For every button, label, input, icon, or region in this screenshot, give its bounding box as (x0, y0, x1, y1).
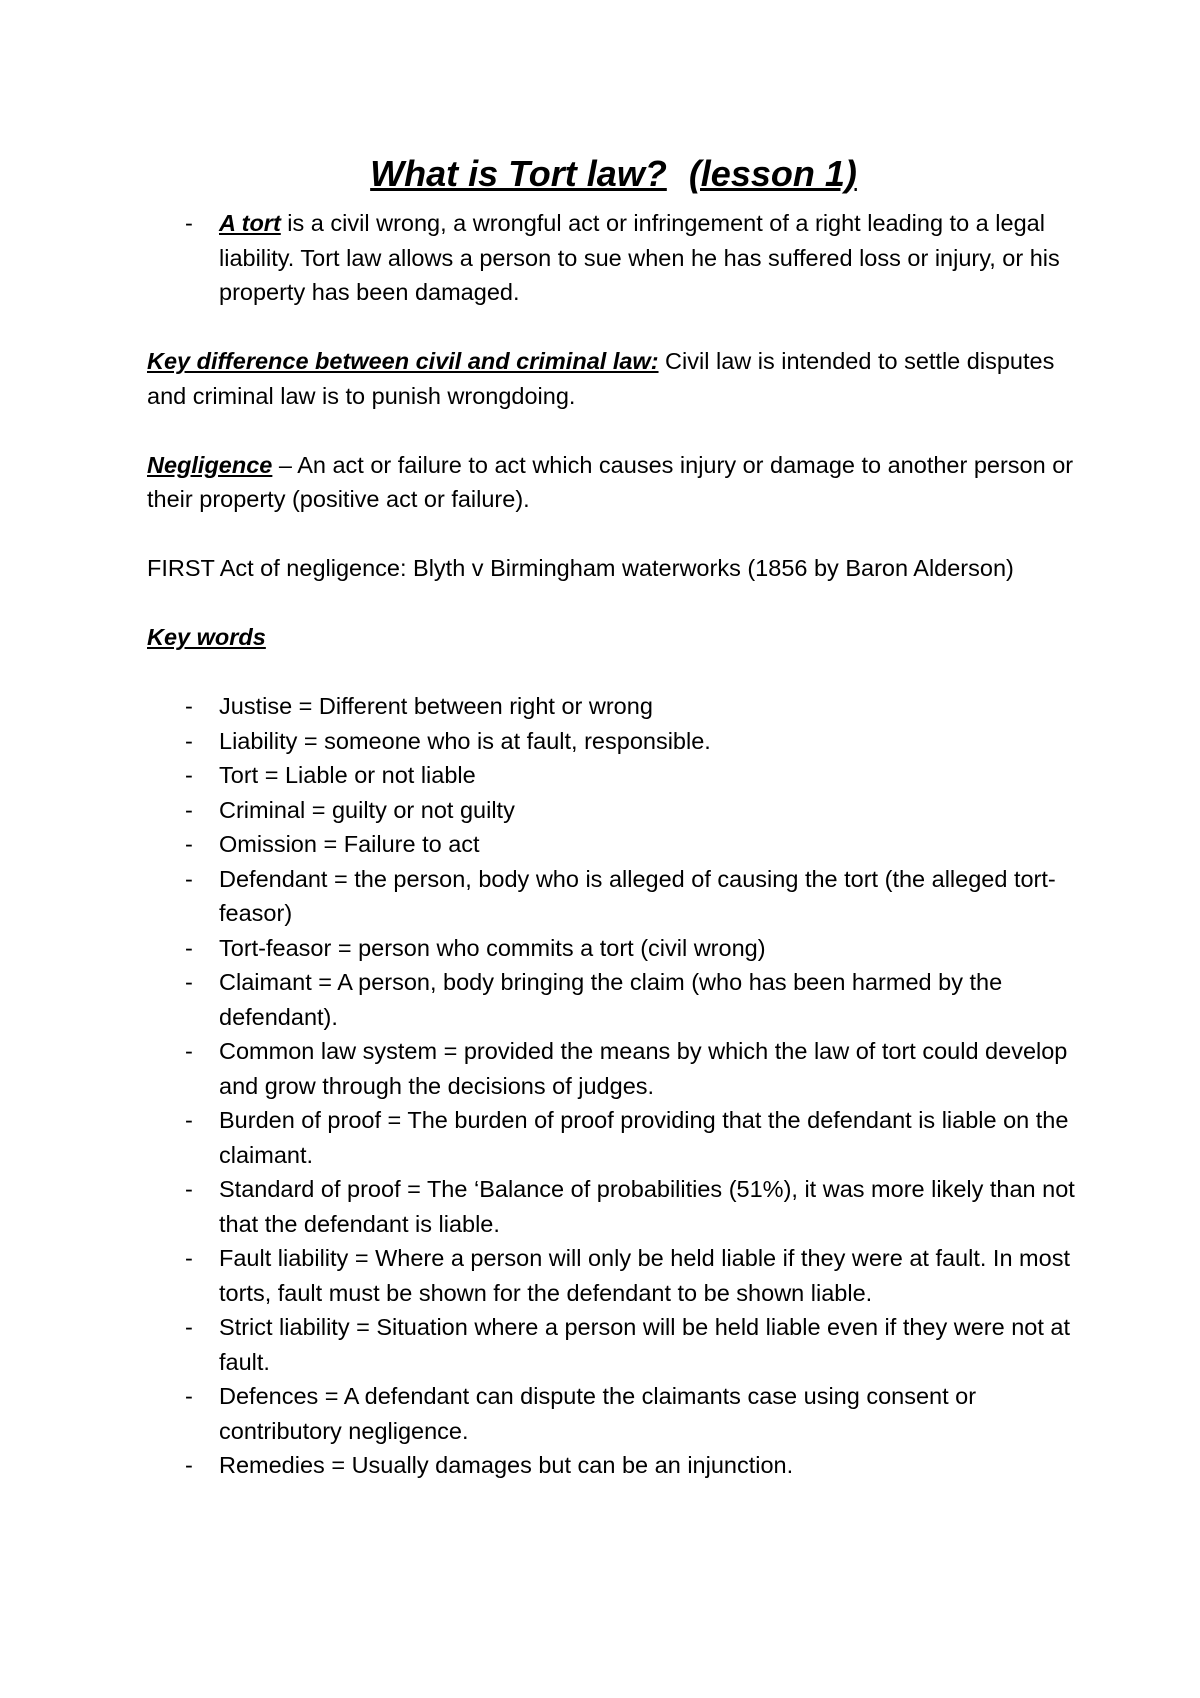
list-dash: - (185, 1038, 193, 1064)
key-word-item (147, 1241, 1080, 1310)
title-main: What is Tort law? (370, 153, 667, 194)
key-word-item (147, 1172, 1080, 1241)
list-dash: - (185, 727, 193, 754)
page-title (147, 150, 1080, 198)
list-dash: - (185, 1107, 193, 1133)
key-words-heading: Key words (147, 624, 266, 650)
key-words-heading-row (147, 620, 1080, 655)
key-word-item (147, 1448, 1080, 1483)
tort-term: A tort (219, 210, 281, 236)
key-word-text: Standard of proof = The ‘Balance of probabilities (51%), it was more likely than not that the defendant is liable. (219, 1176, 1075, 1237)
key-word-item (147, 724, 1080, 759)
list-dash: - (185, 1314, 193, 1340)
list-dash: - (185, 1452, 193, 1478)
negligence-paragraph (147, 448, 1080, 517)
key-word-item (147, 1103, 1080, 1172)
key-word-item (147, 1034, 1080, 1103)
list-dash: - (185, 1245, 193, 1271)
key-word-item (147, 758, 1080, 793)
key-word-item (147, 931, 1080, 966)
list-dash: - (185, 1383, 193, 1409)
key-word-item (147, 827, 1080, 862)
key-word-text: Liability = someone who is at fault, responsible. (219, 727, 711, 754)
key-difference-text: Civil law is intended to settle disputes and criminal law is to punish wrongdoing. (147, 348, 1055, 409)
intro-item (147, 206, 1080, 310)
key-word-text: Claimant = A person, body bringing the claim (who has been harmed by the defendant). (219, 969, 1003, 1030)
key-word-text: Strict liability = Situation where a person will be held liable even if they were not at fault. (219, 1314, 1071, 1375)
list-dash: - (185, 1176, 193, 1202)
key-word-text: Tort-feasor = person who commits a tort (civil wrong) (219, 934, 766, 961)
key-word-text: Burden of proof = The burden of proof providing that the defendant is liable on the claimant. (219, 1107, 1069, 1168)
intro-list (147, 206, 1080, 310)
key-word-text: Justise = Different between right or wrong (219, 693, 653, 719)
key-difference-paragraph (147, 344, 1080, 413)
key-word-text: Defendant = the person, body who is alleged of causing the tort (the alleged tort-feasor) (219, 865, 1056, 926)
list-dash: - (185, 762, 193, 788)
key-words-list (147, 689, 1080, 1483)
list-dash: - (185, 865, 193, 892)
list-dash: - (185, 831, 193, 857)
key-word-text: Fault liability = Where a person will only be held liable if they were at fault. In most torts, fault must be shown for the defendant to be shown liable. (219, 1245, 1070, 1306)
list-dash: - (185, 693, 193, 719)
title-lesson: (lesson 1) (688, 153, 857, 194)
list-dash: - (185, 796, 193, 823)
key-word-text: Criminal = guilty or not guilty (219, 796, 515, 823)
key-difference-heading: Key difference between civil and criminal law: (147, 348, 659, 374)
key-word-item (147, 1310, 1080, 1379)
tort-definition: is a civil wrong, a wrongful act or infringement of a right leading to a legal liability. Tort law allows a person to sue when he has suffered loss or injury, or his property has been damaged. (219, 210, 1060, 305)
key-word-item (147, 689, 1080, 724)
key-word-item (147, 1379, 1080, 1448)
key-word-text: Remedies = Usually damages but can be an injunction. (219, 1452, 794, 1478)
first-act-paragraph: FIRST Act of negligence: Blyth v Birmingham waterworks (1856 by Baron Alderson) (147, 555, 1014, 581)
key-word-item (147, 862, 1080, 931)
key-word-text: Defences = A defendant can dispute the claimants case using consent or contributory negligence. (219, 1383, 977, 1444)
list-dash: - (185, 969, 193, 995)
list-dash: - (185, 210, 193, 236)
key-word-item (147, 793, 1080, 828)
negligence-text: – An act or failure to act which causes injury or damage to another person or their property (positive act or failure). (147, 451, 1074, 512)
negligence-heading: Negligence (147, 451, 273, 478)
key-word-item (147, 965, 1080, 1034)
list-dash: - (185, 934, 193, 961)
key-word-text: Common law system = provided the means by which the law of tort could develop and grow through the decisions of judges. (219, 1038, 1068, 1099)
key-word-text: Omission = Failure to act (219, 831, 480, 857)
key-word-text: Tort = Liable or not liable (219, 762, 476, 788)
